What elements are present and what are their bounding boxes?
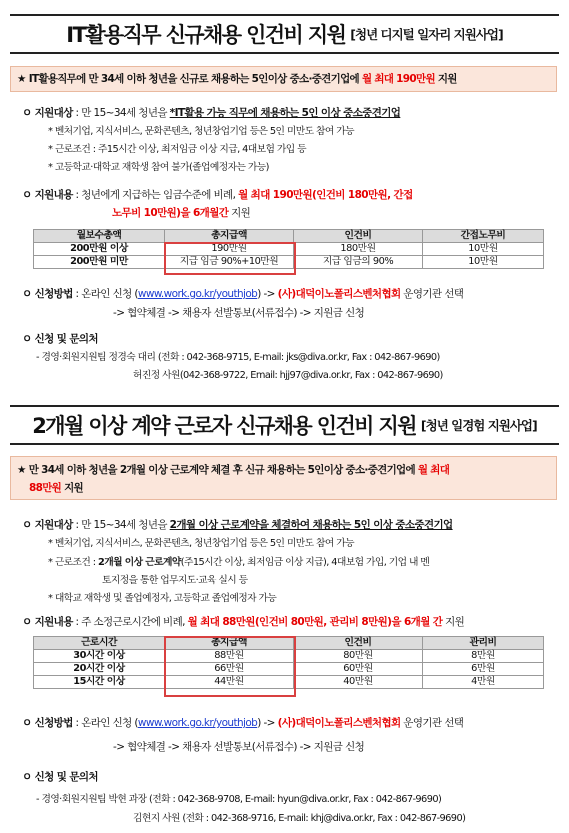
section1-bullet: * 근로조건 : 주15시간 이상, 최저임금 이상 지급, 4대보험 가입 등: [48, 144, 306, 155]
table-row: 20시간 이상 66만원 60만원 6만원: [34, 663, 544, 676]
section1-apply: ㅇ 신청방법 : 온라인 신청 (www.work.go.kr/youthjob) -> (사)대덕이노폴리스벤처협회 운영기관 선택: [22, 288, 464, 300]
section1-content: ㅇ 지원내용 : 청년에게 지급하는 임금수준에 비례, 월 최대 190만원(인건비 180만원, 간접: [22, 189, 413, 201]
section1-target: ㅇ 지원대상 : 만 15~34세 청년을 *IT활용 가능 직무에 채용하는 5인 이상 중소중견기업: [22, 107, 401, 119]
section1-table: [33, 229, 544, 269]
star-icon: ★: [17, 464, 26, 476]
section1-notice: ★ IT활용직무에 만 34세 이하 청년을 신규로 채용하는 5인이상 중소·중견기업에 월 최대 190만원 지원: [10, 66, 557, 92]
star-icon: ★: [17, 73, 26, 85]
table-row: 15시간 이상 44만원 40만원 4만원: [34, 676, 544, 689]
section2-title-bar: [10, 405, 559, 445]
table-row: 200만원 미만 지급 임금 90%+10만원 지급 임금의 90% 10만원: [34, 256, 544, 269]
section1-contact-line: - 경영·회원지원팀 정경숙 대리 (전화 : 042-368-9715, E-mail: jks@diva.or.kr, Fax : 042-867-9690): [36, 352, 440, 363]
section1-title-bar: [10, 14, 559, 54]
section2-bullet-cont: 토지정을 통한 업무지도·교육 실시 등: [102, 575, 248, 586]
section1-content-cont: 노무비 10만원)을 6개월간 지원: [112, 207, 251, 219]
table-row: 200만원 이상 190만원 180만원 10만원: [34, 243, 544, 256]
section1-subtitle: [청년 디지털 일자리 지원사업]: [350, 27, 503, 42]
section1-title: IT활용직무 신규채용 인건비 지원: [66, 23, 346, 47]
section2-bullet: * 근로조건 : 2개월 이상 근로계약(주15시간 이상, 최저임금 이상 지급), 4대보험 가입, 기업 내 멘: [48, 557, 430, 568]
section1-apply-flow: -> 협약체결 -> 채용자 선발통보(서류접수) -> 지원금 신청: [113, 307, 365, 319]
section2-target: ㅇ 지원대상 : 만 15~34세 청년을 2개월 이상 근로계약을 체결하여 채용하는 5인 이상 중소중견기업: [22, 519, 453, 531]
section1-bullet: * 고등학교·대학교 재학생 참여 불가(졸업예정자는 가능): [48, 162, 269, 173]
section1-bullet: * 벤처기업, 지식서비스, 문화콘텐츠, 청년창업기업 등은 5인 미만도 참여 가능: [48, 126, 355, 137]
work-go-kr-link[interactable]: www.work.go.kr/youthjob: [137, 717, 258, 729]
section2-title: 2개월 이상 계약 근로자 신규채용 인건비 지원: [32, 414, 416, 438]
section2-bullet: * 벤처기업, 지식서비스, 문화콘텐츠, 청년창업기업 등은 5인 미만도 참여 가능: [48, 538, 355, 549]
section2-apply: ㅇ 신청방법 : 온라인 신청 (www.work.go.kr/youthjob) -> (사)대덕이노폴리스벤처협회 운영기관 선택: [22, 717, 464, 729]
work-go-kr-link[interactable]: www.work.go.kr/youthjob: [137, 288, 258, 300]
section2-contact-line: - 경영·회원지원팀 박현 과장 (전화 : 042-368-9708, E-mail: hyun@diva.or.kr, Fax : 042-867-9690): [36, 794, 442, 805]
section2-table: [33, 636, 544, 689]
section2-contact-line: 김현지 사원 (전화 : 042-368-9716, E-mail: khj@diva.or.kr, Fax : 042-867-9690): [133, 813, 466, 824]
table-row: 30시간 이상 88만원 80만원 8만원: [34, 650, 544, 663]
table-header-row: 월보수총액 총지급액 인건비 간접노무비: [34, 230, 544, 243]
section2-contact-label: ㅇ 신청 및 문의처: [22, 771, 98, 783]
section2-subtitle: [청년 일경험 지원사업]: [420, 418, 537, 433]
section2-content: ㅇ 지원내용 : 주 소정근로시간에 비례, 월 최대 88만원(인건비 80만원, 관리비 8만원)을 6개월 간 지원: [22, 616, 465, 628]
section2-notice: ★ 만 34세 이하 청년을 2개월 이상 근로계약 체결 후 신규 채용하는 5인이상 중소·중견기업에 월 최대 88만원 지원: [10, 456, 557, 500]
section2-bullet: * 대학교 재학생 및 졸업예정자, 고등학교 졸업예정자 가능: [48, 593, 277, 604]
section1-contact-line: 허진정 사원(042-368-9722, Email: hjj97@diva.or.kr, Fax : 042-867-9690): [133, 370, 443, 381]
table-header-row: 근로시간 총지급액 인건비 관리비: [34, 637, 544, 650]
section1-contact-label: ㅇ 신청 및 문의처: [22, 333, 98, 345]
section2-apply-flow: -> 협약체결 -> 채용자 선발통보(서류접수) -> 지원금 신청: [113, 741, 365, 753]
